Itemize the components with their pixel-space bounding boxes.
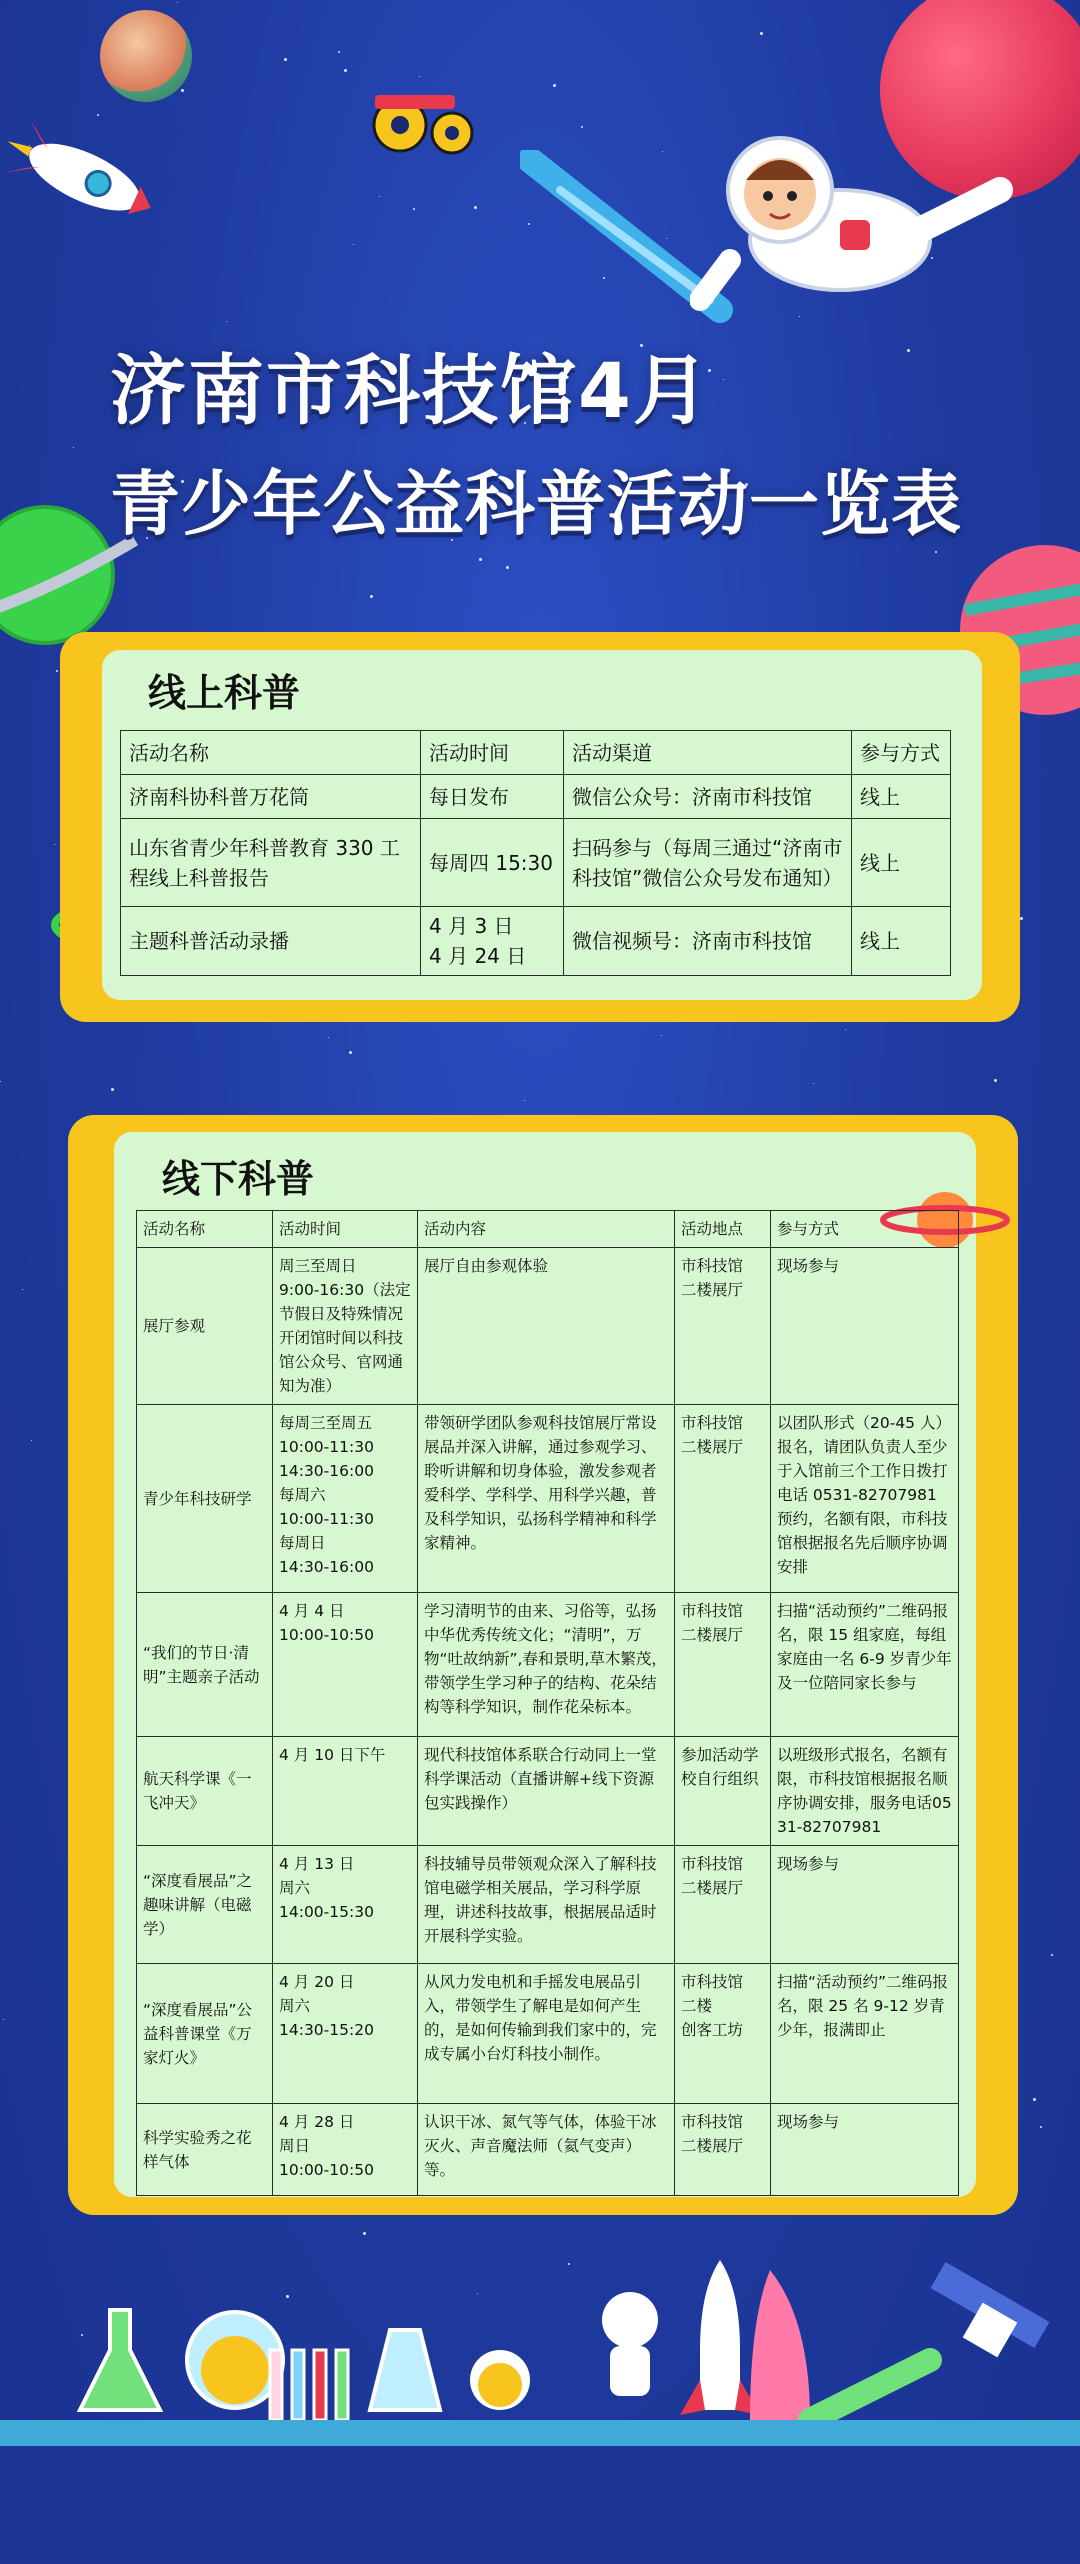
star — [370, 595, 373, 598]
table-cell: 现场参与 — [771, 1248, 959, 1405]
star — [31, 1440, 32, 1441]
table-header-row — [137, 1211, 959, 1248]
column-header: 活动内容 — [418, 1211, 675, 1248]
table-cell: 科学实验秀之花样气体 — [137, 2104, 273, 2196]
star — [506, 566, 509, 569]
star — [73, 447, 74, 448]
table-cell: 参加活动学校自行组织 — [675, 1737, 771, 1846]
table-cell: 航天科学课《一飞冲天》 — [137, 1737, 273, 1846]
star — [379, 196, 380, 197]
table-cell: 市科技馆 二楼展厅 — [675, 1405, 771, 1593]
star — [1051, 1954, 1053, 1956]
table-cell: 展厅自由参观体验 — [418, 1248, 675, 1405]
star — [349, 1051, 352, 1054]
table-cell: 线上 — [852, 775, 951, 819]
table-row — [121, 775, 951, 819]
table-cell: 现代科技馆体系联合行动同上一堂科学课活动（直播讲解+线下资源包实践操作） — [418, 1737, 675, 1846]
star — [338, 51, 340, 53]
offline-table — [136, 1210, 959, 2196]
table-cell: 市科技馆 二楼展厅 — [675, 2104, 771, 2196]
column-header: 参与方式 — [771, 1211, 959, 1248]
table-row — [121, 907, 951, 976]
table-cell: 线上 — [852, 907, 951, 976]
astronaut-icon — [690, 130, 1020, 330]
table-cell: 学习清明节的由来、习俗等，弘扬中华优秀传统文化；“清明”，万物“吐故纳新”,春和景明,草木繁茂，带领学生学习种子的结构、花朵结构等科学知识，制作花朵标本。 — [418, 1593, 675, 1737]
online-section-title: 线上科普 — [148, 671, 301, 715]
column-header: 活动时间 — [421, 731, 564, 775]
star — [568, 2263, 570, 2265]
table-cell: 山东省青少年科普教育 330 工程线上科普报告 — [121, 819, 421, 907]
table-header-row — [121, 731, 951, 775]
table-cell: 以团队形式（20-45 人）报名，请团队负责人至少于入馆前三个工作日拨打电话 0531-82707981 预约，名额有限，市科技馆根据报名先后顺序协调安排 — [771, 1405, 959, 1593]
table-row — [137, 2104, 959, 2196]
star — [419, 76, 420, 77]
star — [177, 2, 178, 3]
star — [328, 1037, 329, 1038]
star — [3, 2019, 4, 2020]
star — [344, 69, 347, 72]
table-cell: 青少年科技研学 — [137, 1405, 273, 1593]
table-cell: 现场参与 — [771, 1846, 959, 1964]
column-header: 活动渠道 — [564, 731, 852, 775]
table-row — [121, 819, 951, 907]
table-cell: 4 月 10 日下午 — [273, 1737, 418, 1846]
table-row — [137, 1846, 959, 1964]
ground-base — [0, 2446, 1080, 2564]
star — [97, 114, 99, 116]
table-cell: “深度看展品”之趣味讲解（电磁学） — [137, 1846, 273, 1964]
astronaut-rocket-icon — [580, 2250, 1080, 2430]
table-row — [137, 1964, 959, 2104]
table-cell: 扫描“活动预约”二维码报名，限 15 组家庭，每组家庭由一名 6-9 岁青少年及一位陪同家长参与 — [771, 1593, 959, 1737]
table-row — [137, 1737, 959, 1846]
table-cell: 4 月 13 日 周六 14:00-15:30 — [273, 1846, 418, 1964]
star — [553, 84, 556, 87]
offline-section-title: 线下科普 — [162, 1157, 315, 1201]
table-row — [137, 1405, 959, 1593]
table-cell: 市科技馆 二楼 创客工坊 — [675, 1964, 771, 2104]
table-cell: 主题科普活动录播 — [121, 907, 421, 976]
table-cell: 每周四 15:30 — [421, 819, 564, 907]
table-cell: 扫描“活动预约”二维码报名，限 25 名 9-12 岁青少年，报满即止 — [771, 1964, 959, 2104]
page-title-line2: 青少年公益科普活动一览表 — [110, 463, 962, 545]
table-cell: 市科技馆 二楼展厅 — [675, 1248, 771, 1405]
star — [111, 1088, 114, 1091]
star — [22, 1289, 23, 1290]
table-row — [137, 1593, 959, 1737]
column-header: 活动时间 — [273, 1211, 418, 1248]
star — [363, 2232, 366, 2235]
table-cell: “我们的节日·清明”主题亲子活动 — [137, 1593, 273, 1737]
table-cell: 线上 — [852, 819, 951, 907]
star — [181, 89, 184, 92]
star — [1040, 2126, 1042, 2128]
small-planet-icon — [100, 10, 192, 102]
online-table — [120, 730, 951, 976]
table-cell: 展厅参观 — [137, 1248, 273, 1405]
column-header: 活动地点 — [675, 1211, 771, 1248]
star — [760, 32, 763, 35]
table-cell: “深度看展品”公益科普课堂《万家灯火》 — [137, 1964, 273, 2104]
table-cell: 现场参与 — [771, 2104, 959, 2196]
table-cell: 从风力发电机和手摇发电展品引入，带领学生了解电是如何产生的，是如何传输到我们家中的，完成专属小台灯科技小制作。 — [418, 1964, 675, 2104]
table-cell: 4 月 4 日 10:00-10:50 — [273, 1593, 418, 1737]
lab-equipment-icon — [70, 2270, 540, 2430]
gear-icon — [360, 85, 490, 175]
table-cell: 带领研学团队参观科技馆展厅常设展品并深入讲解，通过参观学习、聆听讲解和切身体验，激发参观者爱科学、学科学、用科学兴趣，普及科学知识，弘扬科学精神和科学家精神。 — [418, 1405, 675, 1593]
table-cell: 以班级形式报名，名额有限，市科技馆根据报名顺序协调安排，服务电话0531-82707981 — [771, 1737, 959, 1846]
table-cell: 微信视频号：济南市科技馆 — [564, 907, 852, 976]
table-cell: 科技辅导员带领观众深入了解科技馆电磁学相关展品，学习科学原理，讲述科技故事，根据展品适时开展科学实验。 — [418, 1846, 675, 1964]
table-cell: 市科技馆 二楼展厅 — [675, 1846, 771, 1964]
star — [524, 1100, 525, 1101]
column-header: 活动名称 — [137, 1211, 273, 1248]
column-header: 活动名称 — [121, 731, 421, 775]
table-cell: 每周三至周五 10:00-11:30 14:30-16:00 每周六 10:00-11:30 每周日 14:30-16:00 — [273, 1405, 418, 1593]
star — [813, 1083, 814, 1084]
table-cell: 每日发布 — [421, 775, 564, 819]
star — [1020, 917, 1023, 920]
star — [284, 58, 287, 61]
star — [1033, 2098, 1036, 2101]
table-cell: 4 月 28 日 周日 10:00-10:50 — [273, 2104, 418, 2196]
star — [661, 1035, 662, 1036]
star — [845, 1029, 846, 1030]
star — [581, 126, 583, 128]
table-cell: 4 月 20 日 周六 14:30-15:20 — [273, 1964, 418, 2104]
star — [474, 206, 477, 209]
star — [226, 321, 227, 322]
star — [994, 1079, 997, 1082]
table-cell: 微信公众号：济南市科技馆 — [564, 775, 852, 819]
page-title-line1: 济南市科技馆4月 — [110, 346, 711, 435]
table-cell: 扫码参与（每周三通过“济南市科技馆”微信公众号发布通知） — [564, 819, 852, 907]
star — [0, 1081, 1, 1082]
ground-stripe — [0, 2420, 1080, 2446]
table-cell: 周三至周日 9:00-16:30（法定节假日及特殊情况开闭馆时间以科技馆公众号、官网通知为准） — [273, 1248, 418, 1405]
column-header: 参与方式 — [852, 731, 951, 775]
star — [935, 551, 937, 553]
star — [54, 844, 55, 845]
star — [479, 558, 482, 561]
star — [56, 670, 58, 672]
star — [907, 349, 910, 352]
rocket-icon — [0, 120, 160, 230]
table-cell: 4 月 3 日 4 月 24 日 — [421, 907, 564, 976]
table-cell: 认识干冰、氮气等气体，体验干冰灭火、声音魔法师（氦气变声）等。 — [418, 2104, 675, 2196]
table-cell: 济南科协科普万花筒 — [121, 775, 421, 819]
star — [353, 244, 354, 245]
table-cell: 市科技馆 二楼展厅 — [675, 1593, 771, 1737]
table-row — [137, 1248, 959, 1405]
star — [413, 208, 415, 210]
